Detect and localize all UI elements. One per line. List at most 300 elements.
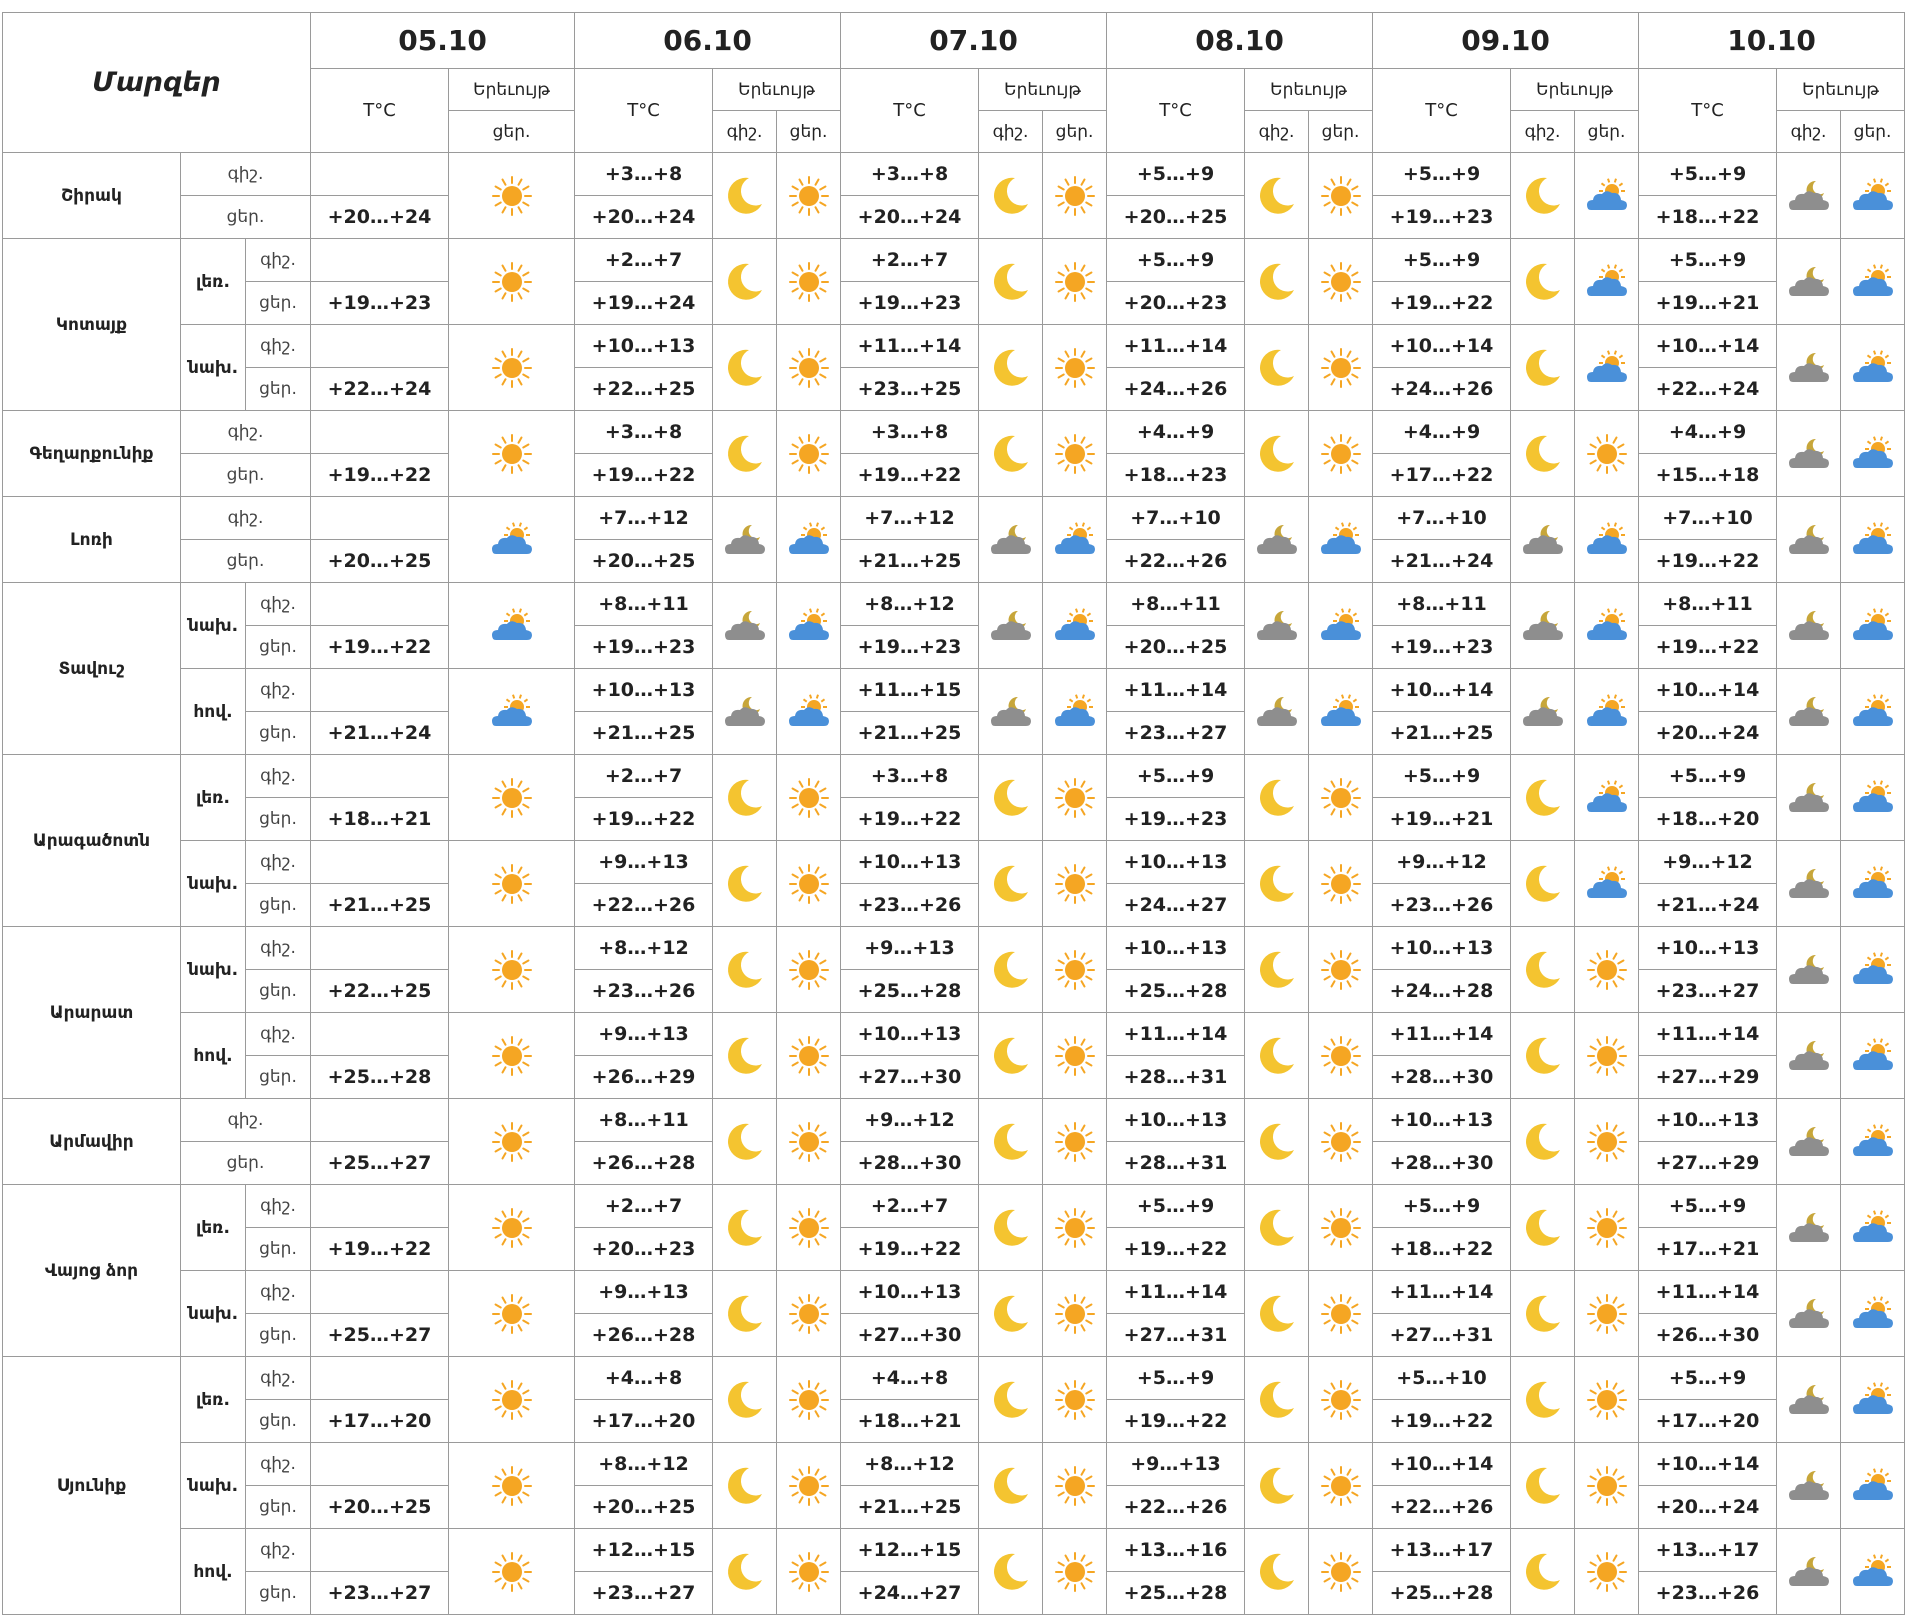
moon-icon <box>979 1443 1043 1529</box>
night-temp: +10…+13 <box>1639 1099 1777 1142</box>
night-temp <box>311 239 449 282</box>
night-temp <box>311 325 449 368</box>
night-temp: +5…+9 <box>1373 153 1511 196</box>
night-temp: +10…+13 <box>1107 927 1245 970</box>
gray-cloud-moon-icon <box>1777 497 1841 583</box>
moon-icon <box>713 411 777 497</box>
cloud-sun-icon <box>1575 325 1639 411</box>
sun-icon <box>777 1529 841 1615</box>
night-temp: +10…+14 <box>1373 669 1511 712</box>
day-temp: +19…+22 <box>1639 626 1777 669</box>
moon-icon <box>979 411 1043 497</box>
cloud-sun-icon <box>1841 239 1905 325</box>
day-temp: +19…+22 <box>1107 1400 1245 1443</box>
day-temp: +19…+21 <box>1639 282 1777 325</box>
weather-col-header: Երեւույթ <box>1777 69 1905 111</box>
cloud-sun-icon <box>1841 1443 1905 1529</box>
night-temp: +5…+9 <box>1107 1357 1245 1400</box>
night-temp: +5…+9 <box>1373 755 1511 798</box>
sun-icon <box>1043 755 1107 841</box>
day-label: ցեր. <box>246 1572 311 1615</box>
cloud-sun-icon <box>777 583 841 669</box>
day-temp: +19…+22 <box>841 454 979 497</box>
moon-icon <box>1245 1443 1309 1529</box>
moon-icon <box>979 325 1043 411</box>
sun-icon <box>1043 841 1107 927</box>
table-row <box>3 1185 1905 1228</box>
night-temp: +9…+13 <box>575 1013 713 1056</box>
day-temp: +21…+25 <box>1373 712 1511 755</box>
moon-icon <box>979 1013 1043 1099</box>
sun-icon <box>1309 841 1373 927</box>
subzone-label: նախ. <box>181 927 246 1013</box>
night-temp: +10…+14 <box>1373 325 1511 368</box>
night-temp: +9…+13 <box>575 1271 713 1314</box>
moon-icon <box>713 1185 777 1271</box>
sun-icon <box>1575 1185 1639 1271</box>
night-temp: +7…+12 <box>575 497 713 540</box>
sun-icon <box>1043 325 1107 411</box>
night-temp: +9…+12 <box>841 1099 979 1142</box>
sun-icon <box>1575 411 1639 497</box>
table-row <box>3 927 1905 970</box>
night-temp <box>311 153 449 196</box>
night-temp: +5…+9 <box>1639 239 1777 282</box>
table-row <box>3 583 1905 626</box>
night-temp: +12…+15 <box>841 1529 979 1572</box>
weather-col-header: Երեւույթ <box>1245 69 1373 111</box>
day-label: ցեր. <box>246 1486 311 1529</box>
night-label: գիշ. <box>246 583 311 626</box>
night-temp: +10…+13 <box>1107 841 1245 884</box>
moon-icon <box>979 1357 1043 1443</box>
night-temp <box>311 1013 449 1056</box>
day-label: ցեր. <box>246 1400 311 1443</box>
temp-col-header: T°C <box>1373 69 1511 153</box>
moon-icon <box>979 1099 1043 1185</box>
night-temp <box>311 1529 449 1572</box>
night-temp: +10…+13 <box>575 325 713 368</box>
moon-icon <box>1245 1271 1309 1357</box>
day-temp: +25…+28 <box>1373 1572 1511 1615</box>
gray-cloud-moon-icon <box>713 497 777 583</box>
moon-icon <box>713 1271 777 1357</box>
sun-icon <box>1309 1443 1373 1529</box>
day-temp: +21…+25 <box>841 1486 979 1529</box>
region-name: Արագածոտն <box>3 755 181 927</box>
sun-icon <box>1575 927 1639 1013</box>
moon-icon <box>1245 153 1309 239</box>
night-temp: +8…+11 <box>575 1099 713 1142</box>
night-temp: +4…+8 <box>575 1357 713 1400</box>
subzone-label: նախ. <box>181 1271 246 1357</box>
day-temp: +15…+18 <box>1639 454 1777 497</box>
date-header: 06.10 <box>575 13 841 69</box>
night-temp: +5…+9 <box>1639 153 1777 196</box>
gray-cloud-moon-icon <box>979 583 1043 669</box>
sun-icon <box>1309 411 1373 497</box>
moon-icon <box>979 1529 1043 1615</box>
night-temp: +5…+9 <box>1639 1185 1777 1228</box>
night-temp: +5…+9 <box>1107 239 1245 282</box>
night-label: գիշ. <box>246 239 311 282</box>
night-period-label: գիշ. <box>1777 111 1841 153</box>
subzone-label: լեռ. <box>181 755 246 841</box>
day-temp: +21…+25 <box>841 712 979 755</box>
gray-cloud-moon-icon <box>1511 497 1575 583</box>
day-temp: +18…+22 <box>1373 1228 1511 1271</box>
cloud-sun-icon <box>1841 497 1905 583</box>
night-temp: +5…+10 <box>1373 1357 1511 1400</box>
day-temp: +23…+26 <box>575 970 713 1013</box>
night-label: գիշ. <box>246 1357 311 1400</box>
gray-cloud-moon-icon <box>1777 325 1841 411</box>
table-row <box>3 1271 1905 1314</box>
moon-icon <box>1511 411 1575 497</box>
day-temp: +27…+30 <box>841 1314 979 1357</box>
cloud-sun-icon <box>1841 325 1905 411</box>
day-temp: +23…+27 <box>575 1572 713 1615</box>
region-name: Կոտայք <box>3 239 181 411</box>
night-temp: +8…+12 <box>841 583 979 626</box>
sun-icon <box>1043 1013 1107 1099</box>
night-temp: +8…+11 <box>1639 583 1777 626</box>
night-temp: +9…+12 <box>1639 841 1777 884</box>
cloud-sun-icon <box>449 583 575 669</box>
sun-icon <box>1575 1099 1639 1185</box>
night-label: գիշ. <box>246 1013 311 1056</box>
gray-cloud-moon-icon <box>1777 755 1841 841</box>
sun-icon <box>777 927 841 1013</box>
cloud-sun-icon <box>1575 497 1639 583</box>
forecast-container <box>2 12 1905 1615</box>
night-temp: +10…+13 <box>841 1271 979 1314</box>
moon-icon <box>713 1529 777 1615</box>
cloud-sun-icon <box>1575 153 1639 239</box>
night-temp: +3…+8 <box>841 411 979 454</box>
moon-icon <box>1511 239 1575 325</box>
day-temp: +19…+22 <box>1373 282 1511 325</box>
night-temp: +9…+13 <box>1107 1443 1245 1486</box>
day-period-label: ցեր. <box>449 111 575 153</box>
day-temp: +22…+26 <box>575 884 713 927</box>
moon-icon <box>1245 1357 1309 1443</box>
subzone-label: հով. <box>181 1529 246 1615</box>
temp-col-header: T°C <box>311 69 449 153</box>
cloud-sun-icon <box>1841 1271 1905 1357</box>
day-temp: +20…+25 <box>575 1486 713 1529</box>
sun-icon <box>1309 1099 1373 1185</box>
day-temp: +17…+22 <box>1373 454 1511 497</box>
gray-cloud-moon-icon <box>713 583 777 669</box>
sun-icon <box>1575 1529 1639 1615</box>
gray-cloud-moon-icon <box>1777 1099 1841 1185</box>
moon-icon <box>979 1185 1043 1271</box>
region-name: Արմավիր <box>3 1099 181 1185</box>
sun-icon <box>777 1357 841 1443</box>
day-temp: +19…+22 <box>841 798 979 841</box>
cloud-sun-icon <box>1841 1185 1905 1271</box>
night-temp: +9…+12 <box>1373 841 1511 884</box>
night-period-label: գիշ. <box>979 111 1043 153</box>
gray-cloud-moon-icon <box>1777 927 1841 1013</box>
date-header: 10.10 <box>1639 13 1905 69</box>
moon-icon <box>979 927 1043 1013</box>
day-label: ցեր. <box>181 540 311 583</box>
cloud-sun-icon <box>1575 239 1639 325</box>
cloud-sun-icon <box>1043 583 1107 669</box>
day-temp: +18…+20 <box>1639 798 1777 841</box>
day-temp: +18…+21 <box>841 1400 979 1443</box>
night-temp: +11…+14 <box>1373 1013 1511 1056</box>
night-temp: +3…+8 <box>841 755 979 798</box>
cloud-sun-icon <box>1841 411 1905 497</box>
subzone-label: հով. <box>181 1013 246 1099</box>
sun-icon <box>777 239 841 325</box>
sun-icon <box>777 1013 841 1099</box>
night-temp <box>311 1099 449 1142</box>
table-row <box>3 755 1905 798</box>
day-temp: +26…+29 <box>575 1056 713 1099</box>
day-temp: +25…+27 <box>311 1314 449 1357</box>
gray-cloud-moon-icon <box>979 669 1043 755</box>
night-temp: +3…+8 <box>575 153 713 196</box>
sun-icon <box>777 153 841 239</box>
weather-col-header: Երեւույթ <box>713 69 841 111</box>
moon-icon <box>1511 153 1575 239</box>
night-temp: +8…+12 <box>575 927 713 970</box>
night-temp: +10…+14 <box>1639 669 1777 712</box>
sun-icon <box>1309 325 1373 411</box>
day-label: ցեր. <box>246 282 311 325</box>
sun-icon <box>1043 411 1107 497</box>
region-name: Գեղարքունիք <box>3 411 181 497</box>
moon-icon <box>1245 411 1309 497</box>
table-row <box>3 1357 1905 1400</box>
moon-icon <box>713 755 777 841</box>
moon-icon <box>1245 325 1309 411</box>
day-temp: +24…+27 <box>1107 884 1245 927</box>
day-temp: +21…+25 <box>575 712 713 755</box>
night-temp: +4…+9 <box>1639 411 1777 454</box>
moon-icon <box>713 153 777 239</box>
subzone-label: նախ. <box>181 583 246 669</box>
moon-icon <box>1245 1529 1309 1615</box>
day-temp: +27…+29 <box>1639 1142 1777 1185</box>
night-label: գիշ. <box>181 497 311 540</box>
night-temp: +5…+9 <box>1373 1185 1511 1228</box>
temp-col-header: T°C <box>575 69 713 153</box>
sun-icon <box>1575 1443 1639 1529</box>
table-row <box>3 841 1905 884</box>
cloud-sun-icon <box>777 669 841 755</box>
sun-icon <box>1309 1529 1373 1615</box>
cloud-sun-icon <box>1309 583 1373 669</box>
sun-icon <box>449 1271 575 1357</box>
day-temp: +28…+30 <box>1373 1056 1511 1099</box>
day-label: ցեր. <box>246 1056 311 1099</box>
night-label: գիշ. <box>246 325 311 368</box>
night-temp: +10…+13 <box>841 841 979 884</box>
sun-icon <box>1309 1185 1373 1271</box>
night-temp <box>311 1271 449 1314</box>
sun-icon <box>1043 927 1107 1013</box>
day-period-label: ցեր. <box>1043 111 1107 153</box>
night-temp: +10…+13 <box>841 1013 979 1056</box>
moon-icon <box>979 1271 1043 1357</box>
day-temp: +23…+26 <box>1639 1572 1777 1615</box>
day-temp: +20…+23 <box>575 1228 713 1271</box>
cloud-sun-icon <box>449 497 575 583</box>
gray-cloud-moon-icon <box>1777 1185 1841 1271</box>
night-temp: +10…+14 <box>1639 1443 1777 1486</box>
day-label: ցեր. <box>246 970 311 1013</box>
table-title: Մարզեր <box>3 13 311 153</box>
sun-icon <box>1309 1271 1373 1357</box>
night-temp <box>311 1357 449 1400</box>
cloud-sun-icon <box>1841 755 1905 841</box>
table-row <box>3 153 1905 196</box>
moon-icon <box>1511 755 1575 841</box>
weather-col-header: Երեւույթ <box>1511 69 1639 111</box>
night-temp: +11…+14 <box>1373 1271 1511 1314</box>
day-temp: +19…+23 <box>1373 196 1511 239</box>
day-temp: +25…+28 <box>1107 970 1245 1013</box>
moon-icon <box>1511 325 1575 411</box>
day-temp: +20…+25 <box>575 540 713 583</box>
night-temp: +5…+9 <box>1373 239 1511 282</box>
night-temp: +2…+7 <box>575 755 713 798</box>
day-temp: +27…+30 <box>841 1056 979 1099</box>
cloud-sun-icon <box>1841 1529 1905 1615</box>
region-name: Լոռի <box>3 497 181 583</box>
night-period-label: գիշ. <box>1245 111 1309 153</box>
sun-icon <box>1043 1185 1107 1271</box>
day-temp: +19…+23 <box>1107 798 1245 841</box>
day-temp: +25…+28 <box>1107 1572 1245 1615</box>
day-label: ցեր. <box>181 196 311 239</box>
cloud-sun-icon <box>1841 153 1905 239</box>
day-temp: +20…+25 <box>311 540 449 583</box>
night-period-label: գիշ. <box>713 111 777 153</box>
day-temp: +20…+24 <box>311 196 449 239</box>
gray-cloud-moon-icon <box>1777 1443 1841 1529</box>
day-temp: +22…+25 <box>575 368 713 411</box>
day-period-label: ցեր. <box>1309 111 1373 153</box>
day-temp: +27…+29 <box>1639 1056 1777 1099</box>
day-temp: +27…+31 <box>1107 1314 1245 1357</box>
gray-cloud-moon-icon <box>1777 1271 1841 1357</box>
moon-icon <box>979 841 1043 927</box>
gray-cloud-moon-icon <box>1777 841 1841 927</box>
sun-icon <box>777 325 841 411</box>
subzone-label: լեռ. <box>181 239 246 325</box>
night-temp: +9…+13 <box>575 841 713 884</box>
sun-icon <box>1043 1529 1107 1615</box>
forecast-table <box>2 12 1905 1615</box>
day-temp: +21…+24 <box>1639 884 1777 927</box>
subzone-label: նախ. <box>181 841 246 927</box>
temp-col-header: T°C <box>1107 69 1245 153</box>
night-temp <box>311 669 449 712</box>
gray-cloud-moon-icon <box>1777 1357 1841 1443</box>
sun-icon <box>449 1443 575 1529</box>
night-temp: +2…+7 <box>575 239 713 282</box>
day-label: ցեր. <box>181 454 311 497</box>
sun-icon <box>449 1013 575 1099</box>
night-temp: +10…+14 <box>1639 325 1777 368</box>
night-temp: +11…+15 <box>841 669 979 712</box>
sun-icon <box>449 325 575 411</box>
night-temp: +9…+13 <box>841 927 979 970</box>
sun-icon <box>1043 1443 1107 1529</box>
gray-cloud-moon-icon <box>1777 411 1841 497</box>
day-temp: +22…+25 <box>311 970 449 1013</box>
day-temp: +19…+22 <box>1107 1228 1245 1271</box>
moon-icon <box>713 1013 777 1099</box>
gray-cloud-moon-icon <box>1245 669 1309 755</box>
night-temp: +5…+9 <box>1639 1357 1777 1400</box>
cloud-sun-icon <box>1841 841 1905 927</box>
night-temp <box>311 1443 449 1486</box>
cloud-sun-icon <box>1043 497 1107 583</box>
table-row <box>3 1529 1905 1572</box>
day-temp: +28…+31 <box>1107 1142 1245 1185</box>
day-label: ցեր. <box>246 368 311 411</box>
date-header: 08.10 <box>1107 13 1373 69</box>
temp-col-header: T°C <box>841 69 979 153</box>
sun-icon <box>449 1357 575 1443</box>
moon-icon <box>1511 1529 1575 1615</box>
subzone-label: լեռ. <box>181 1185 246 1271</box>
day-temp: +24…+28 <box>1373 970 1511 1013</box>
night-temp: +8…+11 <box>1373 583 1511 626</box>
night-temp: +13…+16 <box>1107 1529 1245 1572</box>
night-temp: +13…+17 <box>1639 1529 1777 1572</box>
day-temp: +23…+26 <box>1373 884 1511 927</box>
night-temp <box>311 583 449 626</box>
sun-icon <box>777 1443 841 1529</box>
night-label: գիշ. <box>246 841 311 884</box>
cloud-sun-icon <box>1043 669 1107 755</box>
region-name: Արարատ <box>3 927 181 1099</box>
day-temp: +21…+25 <box>311 884 449 927</box>
sun-icon <box>1309 755 1373 841</box>
table-row <box>3 1443 1905 1486</box>
moon-icon <box>979 153 1043 239</box>
day-temp: +20…+25 <box>311 1486 449 1529</box>
day-temp: +24…+27 <box>841 1572 979 1615</box>
night-temp <box>311 755 449 798</box>
day-temp: +28…+30 <box>1373 1142 1511 1185</box>
night-temp <box>311 841 449 884</box>
night-temp: +8…+12 <box>575 1443 713 1486</box>
day-temp: +19…+23 <box>841 626 979 669</box>
day-temp: +18…+23 <box>1107 454 1245 497</box>
moon-icon <box>713 927 777 1013</box>
day-temp: +25…+28 <box>311 1056 449 1099</box>
cloud-sun-icon <box>1575 583 1639 669</box>
sun-icon <box>1575 1271 1639 1357</box>
gray-cloud-moon-icon <box>1777 239 1841 325</box>
day-temp: +22…+26 <box>1107 1486 1245 1529</box>
sun-icon <box>777 1099 841 1185</box>
date-header: 05.10 <box>311 13 575 69</box>
sun-icon <box>449 1529 575 1615</box>
table-row <box>3 239 1905 282</box>
night-temp: +11…+14 <box>1107 325 1245 368</box>
day-temp: +20…+24 <box>841 196 979 239</box>
